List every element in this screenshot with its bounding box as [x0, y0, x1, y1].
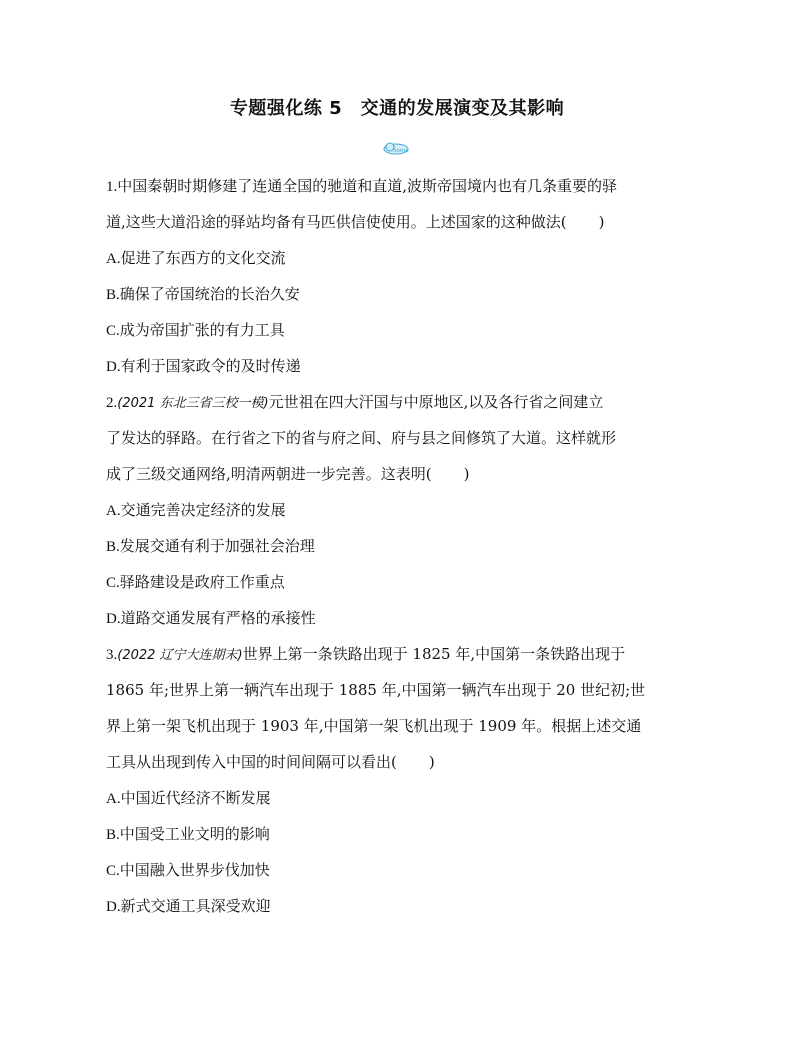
question-line: [106, 456, 692, 492]
option-a[interactable]: [106, 240, 692, 276]
question-number: 1.: [106, 179, 118, 195]
question-text: 道,这些大道沿途的驿站均备有马匹供信使使用。上述国家的这种做法(: [106, 213, 567, 231]
question-source: (2021 东北三省三校一模): [117, 396, 269, 411]
question-1: [106, 168, 692, 384]
question-source: (2022 辽宁大连期末): [117, 648, 243, 663]
option-a[interactable]: [106, 780, 692, 816]
question-line: [106, 672, 692, 708]
option-key: D.: [106, 359, 121, 375]
question-number: 2.: [106, 395, 118, 411]
option-c[interactable]: [106, 564, 692, 600]
option-b[interactable]: [106, 276, 692, 312]
option-text: 道路交通发展有严格的承接性: [120, 609, 316, 627]
answer-paren-close: ): [598, 213, 605, 231]
question-line: [106, 168, 692, 204]
option-key: A.: [106, 791, 121, 807]
option-key: B.: [106, 827, 120, 843]
option-key: A.: [106, 251, 121, 267]
option-text: 发展交通有利于加强社会治理: [119, 537, 315, 555]
option-key: A.: [106, 503, 121, 519]
logo-text: 5ome: [393, 148, 409, 154]
option-text: 中国融入世界步伐加快: [119, 861, 270, 879]
option-d[interactable]: [106, 600, 692, 636]
option-b[interactable]: [106, 816, 692, 852]
option-text: 有利于国家政令的及时传递: [120, 357, 301, 375]
question-text: 中国秦朝时期修建了连通全国的驰道和直道,波斯帝国境内也有几条重要的驿: [117, 177, 618, 195]
question-text: 工具从出现到传入中国的时间间隔可以看出(: [106, 753, 397, 771]
answer-paren-close: ): [428, 753, 435, 771]
cloud-logo-icon: [382, 141, 410, 155]
option-b[interactable]: [106, 528, 692, 564]
question-text: 元世祖在四大汗国与中原地区,以及各行省之间建立: [268, 393, 604, 411]
question-number: 3.: [106, 647, 118, 663]
option-text: 促进了东西方的文化交流: [120, 249, 286, 267]
option-text: 新式交通工具深受欢迎: [120, 897, 271, 915]
option-text: 交通完善决定经济的发展: [120, 501, 286, 519]
question-text: 1865 年;世界上第一辆汽车出现于 1885 年,中国第一辆汽车出现于 20 世纪初;世: [106, 681, 646, 699]
question-line: [106, 744, 692, 780]
option-c[interactable]: [106, 852, 692, 888]
question-text: 世界上第一条铁路出现于 1825 年,中国第一条铁路出现于: [242, 645, 626, 663]
option-text: 驿路建设是政府工作重点: [119, 573, 285, 591]
question-line: [106, 636, 692, 672]
question-text: 成了三级交通网络,明清两朝进一步完善。这表明(: [106, 465, 432, 483]
page-title: 专题强化练 5 交通的发展演变及其影响: [229, 98, 565, 119]
option-d[interactable]: [106, 888, 692, 924]
question-line: [106, 420, 692, 456]
option-text: 中国受工业文明的影响: [119, 825, 270, 843]
question-text: 界上第一架飞机出现于 1903 年,中国第一架飞机出现于 1909 年。根据上述交通: [106, 717, 642, 735]
option-key: B.: [106, 539, 120, 555]
option-key: C.: [106, 323, 120, 339]
option-text: 成为帝国扩张的有力工具: [119, 321, 285, 339]
option-text: 确保了帝国统治的长治久安: [119, 285, 300, 303]
question-3: [106, 636, 692, 924]
option-key: B.: [106, 287, 120, 303]
question-text: 了发达的驿路。在行省之下的省与府之间、府与县之间修筑了大道。这样就形: [106, 429, 617, 447]
question-list: [106, 168, 692, 924]
option-key: C.: [106, 863, 120, 879]
question-2: [106, 384, 692, 636]
option-c[interactable]: [106, 312, 692, 348]
option-text: 中国近代经济不断发展: [120, 789, 271, 807]
question-line: [106, 384, 692, 420]
option-a[interactable]: [106, 492, 692, 528]
answer-paren-close: ): [463, 465, 470, 483]
question-line: [106, 708, 692, 744]
option-key: D.: [106, 899, 121, 915]
option-key: D.: [106, 611, 121, 627]
option-key: C.: [106, 575, 120, 591]
option-d[interactable]: [106, 348, 692, 384]
question-line: [106, 204, 692, 240]
